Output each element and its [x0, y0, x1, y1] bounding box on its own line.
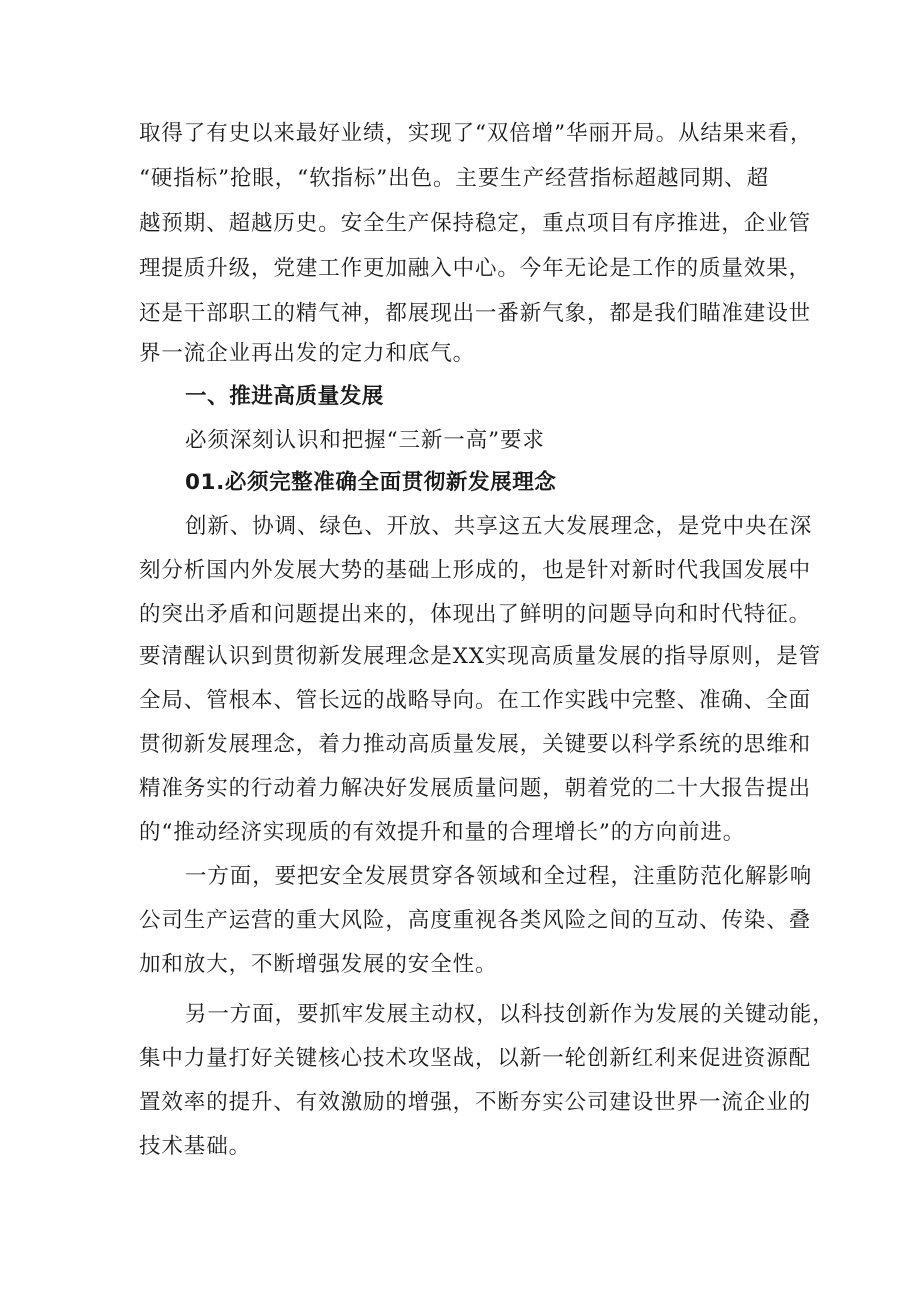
body-text-line: 刻分析国内外发展大势的基础上形成的，也是针对新时代我国发展中 — [139, 558, 812, 583]
body-text-line: 全局、管根本、管长远的战略导向。在工作实践中完整、准确、全面 — [139, 688, 812, 713]
body-text-line: 的“推动经济实现质的有效提升和量的合理增长”的方向前进。 — [139, 820, 746, 845]
body-text-line: 集中力量打好关键核心技术攻坚战，以新一轮创新红利来促进资源配 — [139, 1046, 812, 1071]
body-text-line: 还是干部职工的精气神，都展现出一番新气象，都是我们瞄准建设世 — [139, 301, 812, 326]
section-subtitle: 必须深刻认识和把握“三新一高”要求 — [185, 428, 545, 453]
body-text-line: 公司生产运营的重大风险，高度重视各类风险之间的互动、传染、叠 — [139, 908, 812, 933]
paragraph-first-line: 一方面，要把安全发展贯穿各领域和全过程，注重防范化解影响 — [185, 864, 813, 889]
section-heading: 一、推进高质量发展 — [185, 384, 384, 409]
paragraph-first-line: 另一方面，要抓牢发展主动权，以科技创新作为发展的关键动能， — [185, 1002, 835, 1027]
body-text-line: 要清醒认识到贯彻新发展理念是XX实现高质量发展的指导原则，是管 — [139, 644, 822, 669]
body-text-line: 取得了有史以来最好业绩，实现了“双倍增”华丽开局。从结果来看， — [139, 121, 813, 146]
body-text-line: 越预期、超越历史。安全生产保持稳定，重点项目有序推进，企业管 — [139, 211, 812, 236]
paragraph-first-line: 创新、协调、绿色、开放、共享这五大发展理念，是党中央在深 — [185, 514, 813, 539]
body-text-line: 界一流企业再出发的定力和底气。 — [139, 341, 476, 366]
body-text-line: 贯彻新发展理念，着力推动高质量发展，关键要以科学系统的思维和 — [139, 732, 812, 757]
body-text-line: “硬指标”抢眼，“软指标”出色。主要生产经营指标超越同期、超 — [139, 166, 769, 191]
body-text-line: 理提质升级，党建工作更加融入中心。今年无论是工作的质量效果， — [139, 256, 812, 281]
body-text-line: 置效率的提升、有效激励的增强，不断夯实公司建设世界一流企业的 — [139, 1090, 812, 1115]
body-text-line: 技术基础。 — [139, 1134, 252, 1159]
body-text-line: 加和放大，不断增强发展的安全性。 — [139, 952, 498, 977]
body-text-line: 精准务实的行动着力解决好发展质量问题，朝着党的二十大报告提出 — [139, 776, 812, 801]
subsection-heading: 01.必须完整准确全面贯彻新发展理念 — [185, 470, 557, 495]
body-text-line: 的突出矛盾和问题提出来的，体现出了鲜明的问题导向和时代特征。 — [139, 602, 812, 627]
